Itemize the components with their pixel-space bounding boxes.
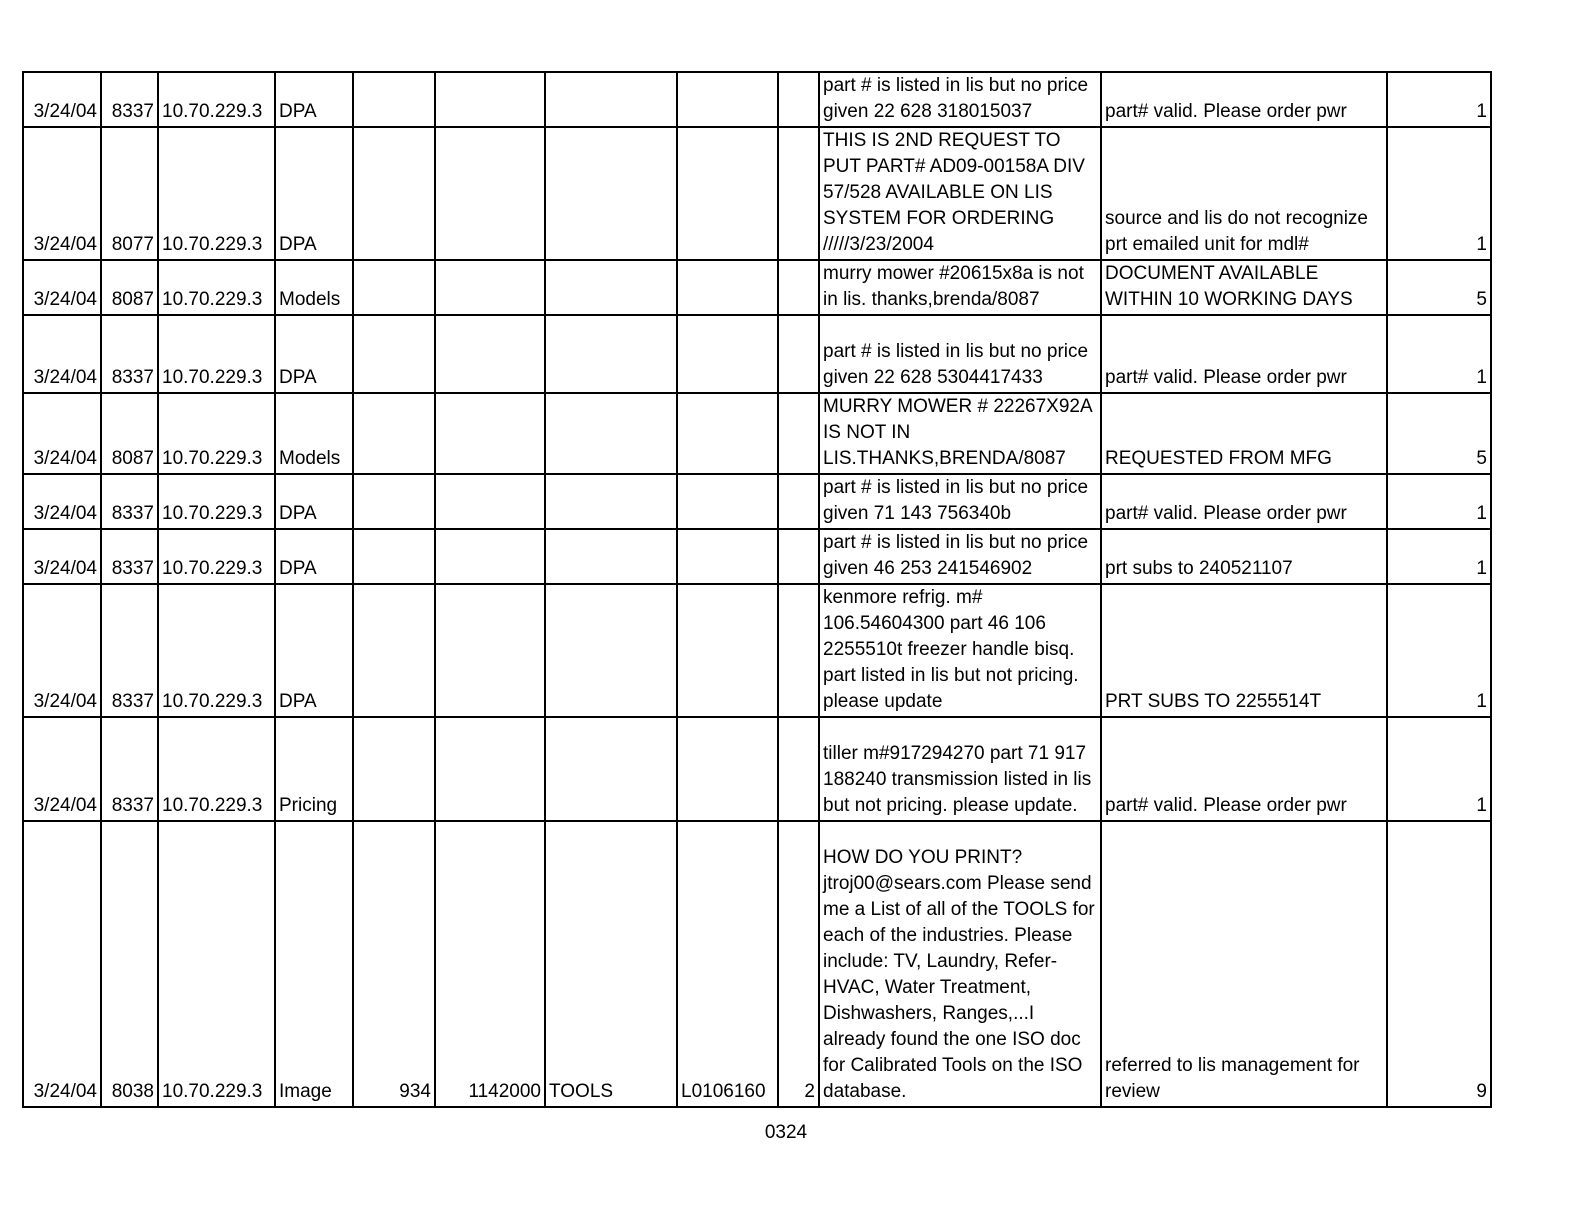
request-log-table: [22, 71, 1492, 1108]
request-text-cell: MURRY MOWER # 22267X92A IS NOT IN LIS.THANKS,BRENDA/8087: [819, 393, 1101, 474]
category-cell: DPA: [275, 584, 353, 717]
response-text-cell: part# valid. Please order pwr: [1101, 717, 1387, 821]
request-text-cell: part # is listed in lis but no price given 22 628 318015037: [819, 72, 1101, 127]
table-row: [23, 474, 1491, 529]
document-id-cell: [677, 474, 778, 529]
number-cell: [435, 315, 545, 393]
request-text-cell: part # is listed in lis but no price given 22 628 5304417433: [819, 315, 1101, 393]
table-row: [23, 127, 1491, 260]
response-text-cell: part# valid. Please order pwr: [1101, 474, 1387, 529]
ip-address-cell: 10.70.229.3: [158, 529, 275, 584]
quantity-cell: [353, 529, 435, 584]
ip-address-cell: 10.70.229.3: [158, 584, 275, 717]
response-text-cell: REQUESTED FROM MFG: [1101, 393, 1387, 474]
date-cell: 3/24/04: [23, 821, 101, 1107]
count-cell: [778, 474, 819, 529]
user-id-cell: 8337: [101, 474, 158, 529]
category-cell: Image: [275, 821, 353, 1107]
request-text-cell: part # is listed in lis but no price given 46 253 241546902: [819, 529, 1101, 584]
number-cell: [435, 72, 545, 127]
category-cell: Pricing: [275, 717, 353, 821]
category-cell: DPA: [275, 127, 353, 260]
category-cell: DPA: [275, 529, 353, 584]
status-code-cell: 9: [1387, 821, 1491, 1107]
number-cell: [435, 127, 545, 260]
date-cell: 3/24/04: [23, 584, 101, 717]
response-text-cell: DOCUMENT AVAILABLE WITHIN 10 WORKING DAYS: [1101, 260, 1387, 315]
request-text-cell: kenmore refrig. m# 106.54604300 part 46 106 2255510t freezer handle bisq. part listed in lis but not pricing. please update: [819, 584, 1101, 717]
request-text-cell: HOW DO YOU PRINT?jtroj00@sears.com Please send me a List of all of the TOOLS for each of the industries. Please include: TV, Laundry, Refer-HVAC, Water Treatment, Dishwashers, Ranges,...I already found the one ISO doc for Calibrated Tools on the ISO database.: [819, 821, 1101, 1107]
request-text-cell: tiller m#917294270 part 71 917 188240 transmission listed in lis but not pricing. please update.: [819, 717, 1101, 821]
ip-address-cell: 10.70.229.3: [158, 393, 275, 474]
ip-address-cell: 10.70.229.3: [158, 72, 275, 127]
number-cell: [435, 584, 545, 717]
category-cell: DPA: [275, 72, 353, 127]
table-row: [23, 821, 1491, 1107]
industry-cell: [545, 717, 677, 821]
category-cell: Models: [275, 393, 353, 474]
document-id-cell: L0106160: [677, 821, 778, 1107]
number-cell: 1142000: [435, 821, 545, 1107]
document-id-cell: [677, 260, 778, 315]
quantity-cell: [353, 393, 435, 474]
count-cell: [778, 260, 819, 315]
category-cell: Models: [275, 260, 353, 315]
request-text-cell: part # is listed in lis but no price given 71 143 756340b: [819, 474, 1101, 529]
ip-address-cell: 10.70.229.3: [158, 315, 275, 393]
quantity-cell: [353, 260, 435, 315]
industry-cell: [545, 315, 677, 393]
number-cell: [435, 529, 545, 584]
quantity-cell: [353, 584, 435, 717]
status-code-cell: 1: [1387, 72, 1491, 127]
date-cell: 3/24/04: [23, 127, 101, 260]
ip-address-cell: 10.70.229.3: [158, 127, 275, 260]
industry-cell: [545, 474, 677, 529]
document-id-cell: [677, 315, 778, 393]
user-id-cell: 8337: [101, 529, 158, 584]
document-id-cell: [677, 393, 778, 474]
count-cell: [778, 72, 819, 127]
industry-cell: [545, 529, 677, 584]
response-text-cell: referred to lis management for review: [1101, 821, 1387, 1107]
ip-address-cell: 10.70.229.3: [158, 821, 275, 1107]
date-cell: 3/24/04: [23, 529, 101, 584]
quantity-cell: [353, 717, 435, 821]
industry-cell: [545, 260, 677, 315]
document-id-cell: [677, 529, 778, 584]
user-id-cell: 8337: [101, 584, 158, 717]
table-row: [23, 260, 1491, 315]
date-cell: 3/24/04: [23, 72, 101, 127]
user-id-cell: 8077: [101, 127, 158, 260]
user-id-cell: 8038: [101, 821, 158, 1107]
document-id-cell: [677, 72, 778, 127]
count-cell: [778, 393, 819, 474]
table-row: [23, 393, 1491, 474]
quantity-cell: [353, 127, 435, 260]
status-code-cell: 1: [1387, 584, 1491, 717]
date-cell: 3/24/04: [23, 315, 101, 393]
industry-cell: [545, 584, 677, 717]
response-text-cell: part# valid. Please order pwr: [1101, 72, 1387, 127]
document-id-cell: [677, 717, 778, 821]
industry-cell: TOOLS: [545, 821, 677, 1107]
user-id-cell: 8087: [101, 393, 158, 474]
response-text-cell: part# valid. Please order pwr: [1101, 315, 1387, 393]
number-cell: [435, 393, 545, 474]
user-id-cell: 8337: [101, 717, 158, 821]
date-cell: 3/24/04: [23, 260, 101, 315]
table-row: [23, 584, 1491, 717]
quantity-cell: 934: [353, 821, 435, 1107]
number-cell: [435, 474, 545, 529]
response-text-cell: PRT SUBS TO 2255514T: [1101, 584, 1387, 717]
page-number: 0324: [764, 1122, 808, 1143]
document-id-cell: [677, 127, 778, 260]
status-code-cell: 5: [1387, 260, 1491, 315]
ip-address-cell: 10.70.229.3: [158, 474, 275, 529]
ip-address-cell: 10.70.229.3: [158, 717, 275, 821]
status-code-cell: 1: [1387, 529, 1491, 584]
number-cell: [435, 717, 545, 821]
quantity-cell: [353, 72, 435, 127]
request-text-cell: THIS IS 2ND REQUEST TO PUT PART# AD09-00158A DIV 57/528 AVAILABLE ON LIS SYSTEM FOR ORDERING /////3/23/2004: [819, 127, 1101, 260]
status-code-cell: 1: [1387, 315, 1491, 393]
category-cell: DPA: [275, 474, 353, 529]
status-code-cell: 1: [1387, 717, 1491, 821]
table-row: [23, 72, 1491, 127]
count-cell: [778, 529, 819, 584]
table-row: [23, 529, 1491, 584]
response-text-cell: source and lis do not recognize prt emailed unit for mdl#: [1101, 127, 1387, 260]
industry-cell: [545, 127, 677, 260]
date-cell: 3/24/04: [23, 717, 101, 821]
count-cell: [778, 315, 819, 393]
status-code-cell: 1: [1387, 474, 1491, 529]
category-cell: DPA: [275, 315, 353, 393]
status-code-cell: 1: [1387, 127, 1491, 260]
status-code-cell: 5: [1387, 393, 1491, 474]
date-cell: 3/24/04: [23, 393, 101, 474]
count-cell: 2: [778, 821, 819, 1107]
user-id-cell: 8087: [101, 260, 158, 315]
industry-cell: [545, 72, 677, 127]
industry-cell: [545, 393, 677, 474]
table-row: [23, 315, 1491, 393]
count-cell: [778, 127, 819, 260]
count-cell: [778, 717, 819, 821]
user-id-cell: 8337: [101, 72, 158, 127]
table-row: [23, 717, 1491, 821]
quantity-cell: [353, 315, 435, 393]
quantity-cell: [353, 474, 435, 529]
number-cell: [435, 260, 545, 315]
document-id-cell: [677, 584, 778, 717]
user-id-cell: 8337: [101, 315, 158, 393]
response-text-cell: prt subs to 240521107: [1101, 529, 1387, 584]
date-cell: 3/24/04: [23, 474, 101, 529]
ip-address-cell: 10.70.229.3: [158, 260, 275, 315]
request-text-cell: murry mower #20615x8a is not in lis. thanks,brenda/8087: [819, 260, 1101, 315]
count-cell: [778, 584, 819, 717]
